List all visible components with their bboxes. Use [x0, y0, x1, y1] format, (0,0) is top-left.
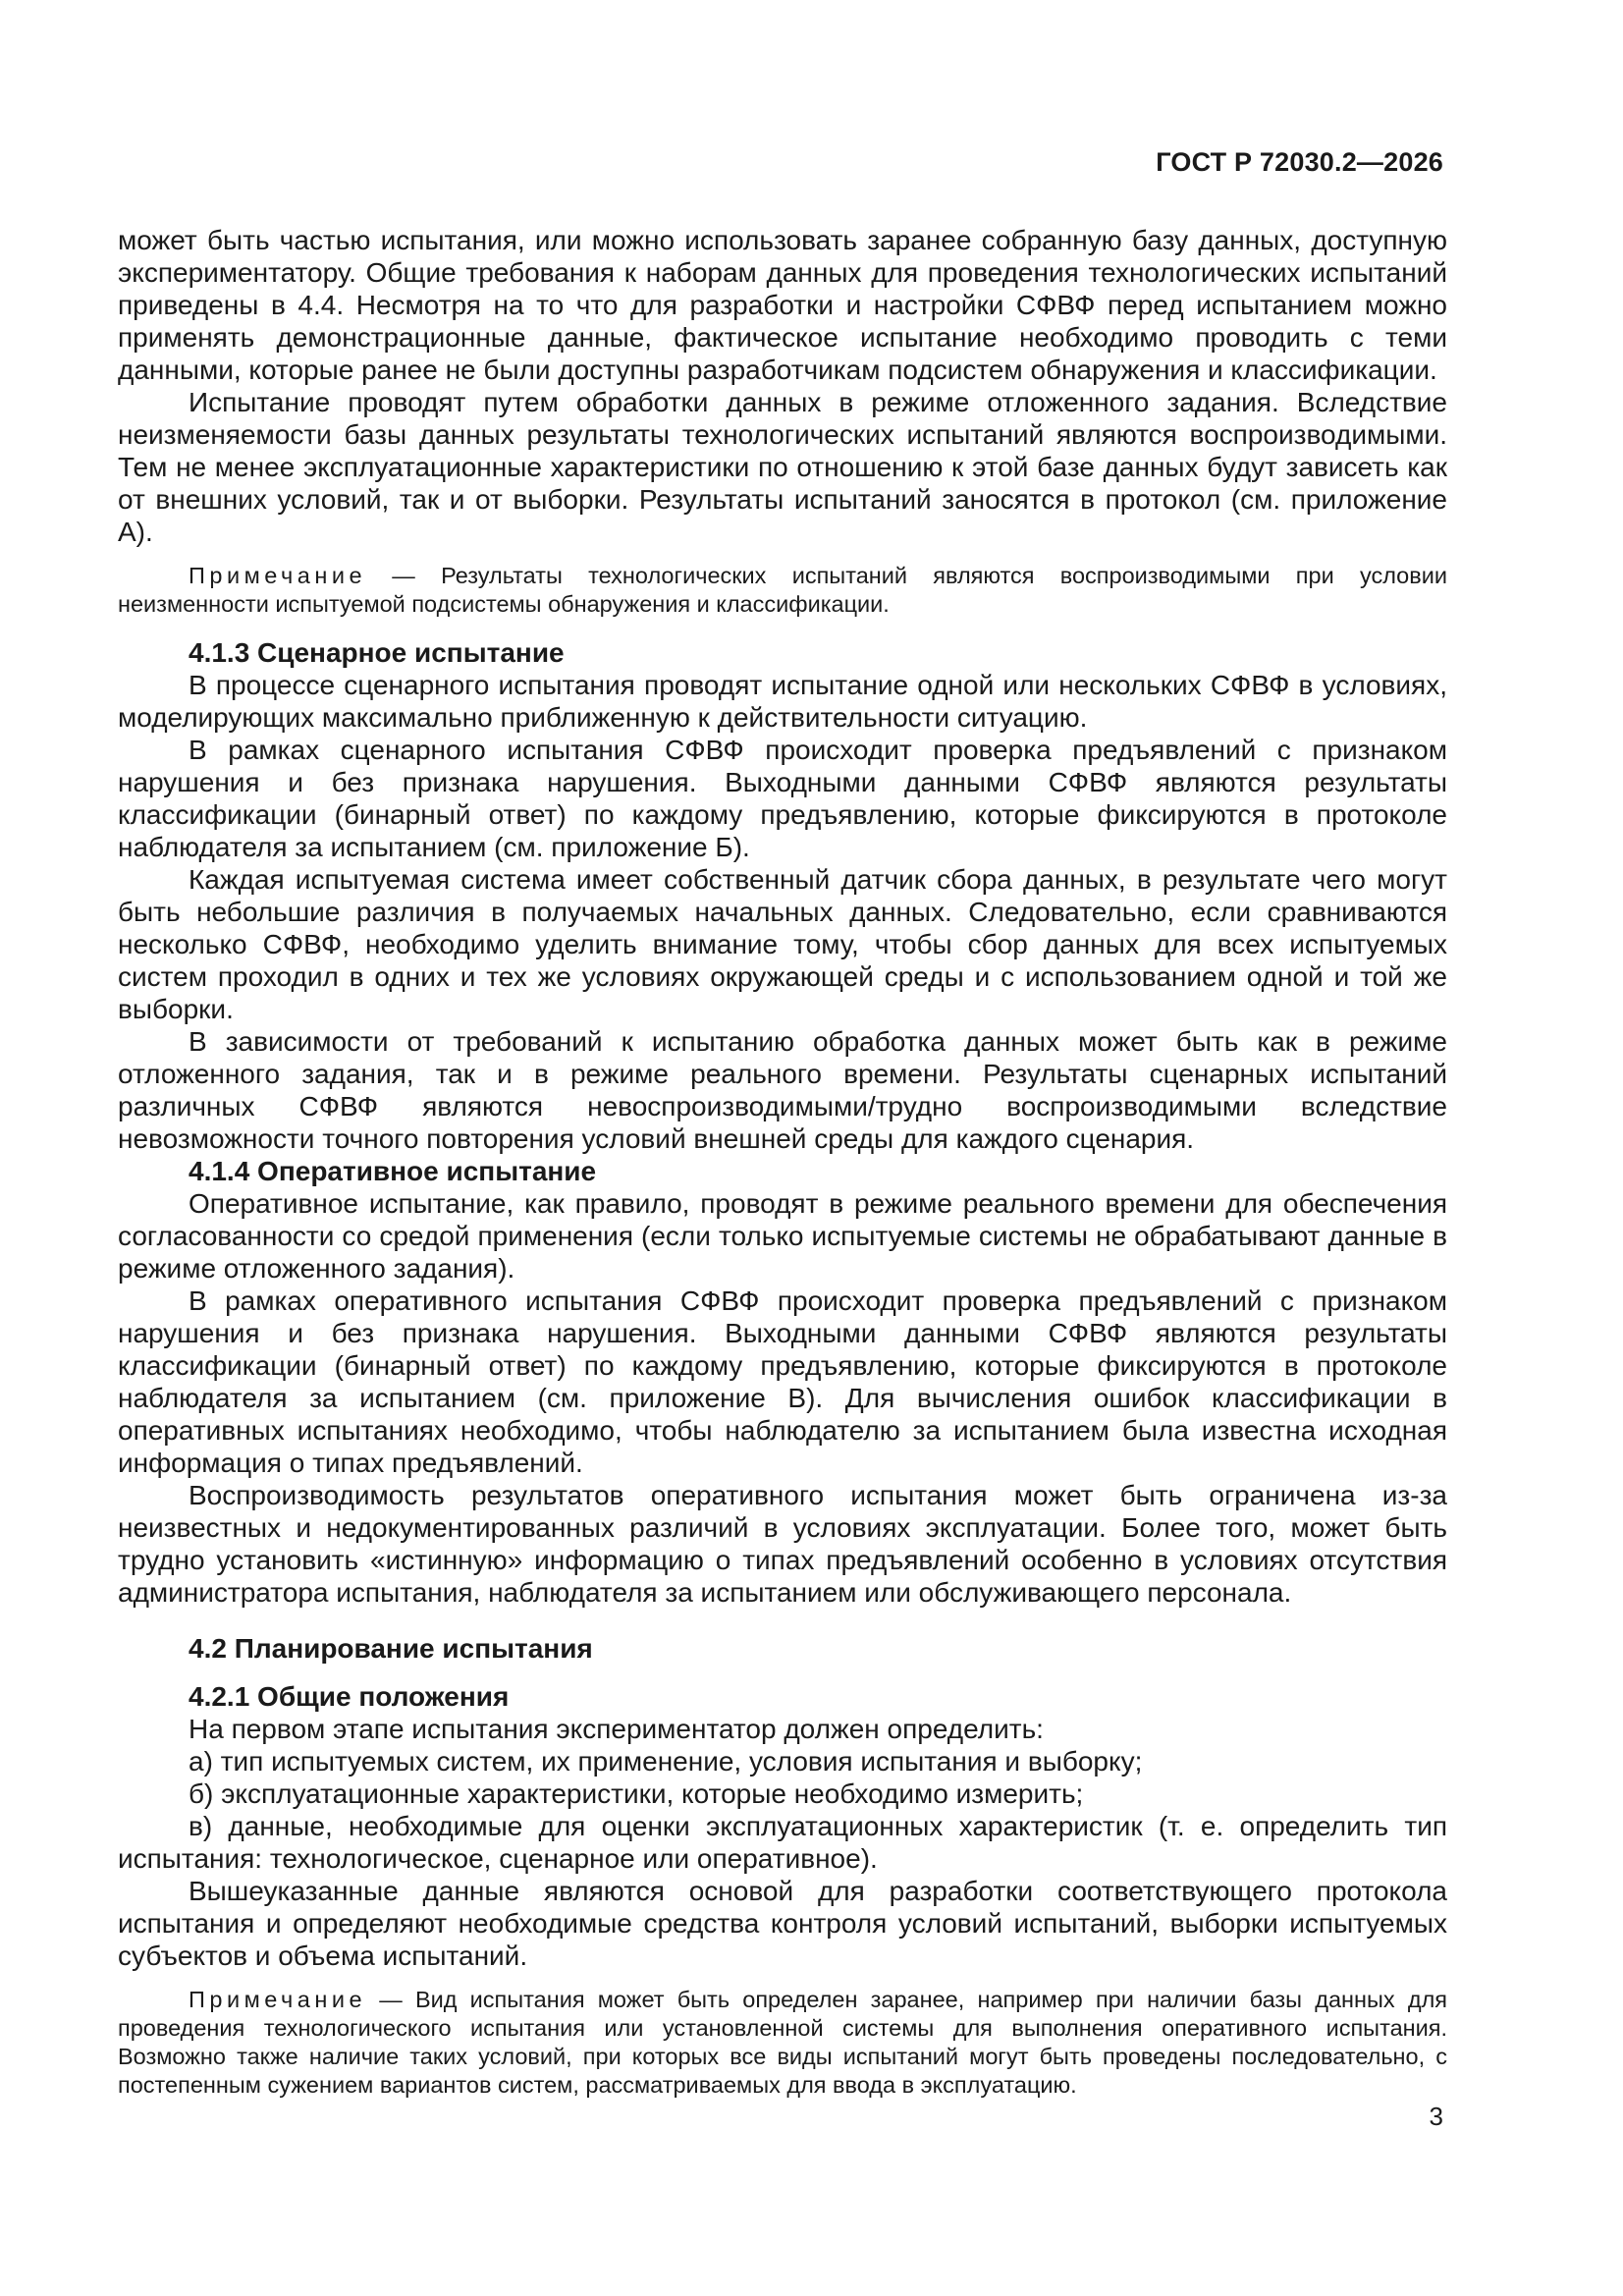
paragraph: В зависимости от требований к испытанию обработка данных может быть как в режиме отложенного задания, так и в режиме реального времени. Результаты сценарных испытаний различных СФВФ являются невоспроизводимыми/трудно воспроизводимыми вследствие невозможности точного повторения условий внешней среды для каждого сценария.: [118, 1026, 1447, 1154]
paragraph: В рамках сценарного испытания СФВФ происходит проверка предъявлений с признаком нарушения и без признака нарушения. Выходными данными СФВФ являются результаты классификации (бинарный ответ) по каждому предъявлению, которые фиксируются в протоколе наблюдателя за испытанием (см. приложение Б).: [118, 735, 1447, 862]
section-heading-4-1-4: 4.1.4 Оперативное испытание: [189, 1156, 597, 1186]
paragraph: В рамках оперативного испытания СФВФ происходит проверка предъявлений с признаком нарушения и без признака нарушения. Выходными данными СФВФ являются результаты классификации (бинарный ответ) по каждому предъявлению, которые фиксируются в протоколе наблюдателя за испытанием (см. приложение В). Для вычисления ошибок классификации в оперативных испытаниях необходимо, чтобы наблюдателю за испытанием была известна исходная информация о типах предъявлений.: [118, 1285, 1447, 1478]
document-id: ГОСТ Р 72030.2—2026: [1156, 147, 1443, 177]
note: [118, 562, 1447, 619]
note: [118, 1986, 1447, 2100]
list-item: а) тип испытуемых систем, их применение, условия испытания и выборку;: [189, 1746, 1143, 1777]
paragraph: В процессе сценарного испытания проводят испытание одной или нескольких СФВФ в условиях, моделирующих максимально приближенную к действительности ситуацию.: [118, 670, 1447, 733]
paragraph-continuation: может быть частью испытания, или можно использовать заранее собранную базу данных, доступную экспериментатору. Общие требования к наборам данных для проведения технологических испытаний приведены в 4.4. Несмотря на то что для разработки и настройки СФВФ перед испытанием можно применять демонстрационные данные, фактическое испытание необходимо проводить с теми данными, которые ранее не были доступны разработчикам подсистем обнаружения и классификации.: [118, 225, 1447, 385]
note-text: — Вид испытания может быть определен заранее, например при наличии базы данных для проведения технологического испытания или установленной системы для выполнения оперативного испытания. Возможно также наличие таких условий, при которых все виды испытаний могут быть проведены последовательно, с постепенным сужением вариантов систем, рассматриваемых для ввода в эксплуатацию.: [118, 1987, 1447, 2098]
list-item: в) данные, необходимые для оценки эксплуатационных характеристик (т. е. определить тип испытания: технологическое, сценарное или оперативное).: [118, 1811, 1447, 1874]
paragraph: Испытание проводят путем обработки данных в режиме отложенного задания. Вследствие неизменяемости базы данных результаты технологических испытаний являются воспроизводимыми. Тем не менее эксплуатационные характеристики по отношению к этой базе данных будут зависеть как от внешних условий, так и от выборки. Результаты испытаний заносятся в протокол (см. приложение А).: [118, 387, 1447, 547]
paragraph: Оперативное испытание, как правило, проводят в режиме реального времени для обеспечения согласованности со средой применения (если только испытуемые системы не обрабатывают данные в режиме отложенного задания).: [118, 1188, 1447, 1284]
page-body: [118, 224, 1447, 2117]
paragraph: Каждая испытуемая система имеет собственный датчик сбора данных, в результате чего могут быть небольшие различия в получаемых начальных данных. Следовательно, если сравниваются несколько СФВФ, необходимо уделить внимание тому, чтобы сбор данных для всех испытуемых систем проходил в одних и тех же условиях окружающей среды и с использованием одной и той же выборки.: [118, 864, 1447, 1024]
section-heading-4-2-1: 4.2.1 Общие положения: [189, 1681, 510, 1712]
note-label: Примечание: [189, 563, 367, 588]
paragraph: Вышеуказанные данные являются основой для разработки соответствующего протокола испытания и определяют необходимые средства контроля условий испытаний, выборки испытуемых субъектов и объема испытаний.: [118, 1876, 1447, 1971]
page-number: 3: [1429, 2102, 1443, 2131]
section-heading-4-1-3: 4.1.3 Сценарное испытание: [189, 637, 565, 668]
paragraph: Воспроизводимость результатов оперативного испытания может быть ограничена из-за неизвестных и недокументированных различий в условиях эксплуатации. Более того, может быть трудно установить «истинную» информацию о типах предъявлений особенно в условиях отсутствия администратора испытания, наблюдателя за испытанием или обслуживающего персонала.: [118, 1480, 1447, 1608]
list-item: б) эксплуатационные характеристики, которые необходимо измерить;: [189, 1778, 1084, 1809]
note-label: Примечание: [189, 1987, 367, 2012]
note-text: — Результаты технологических испытаний являются воспроизводимыми при условии неизменности испытуемой подсистемы обнаружения и классификации.: [118, 563, 1447, 617]
paragraph: На первом этапе испытания экспериментатор должен определить:: [189, 1714, 1044, 1744]
section-heading-4-2: 4.2 Планирование испытания: [189, 1633, 593, 1664]
